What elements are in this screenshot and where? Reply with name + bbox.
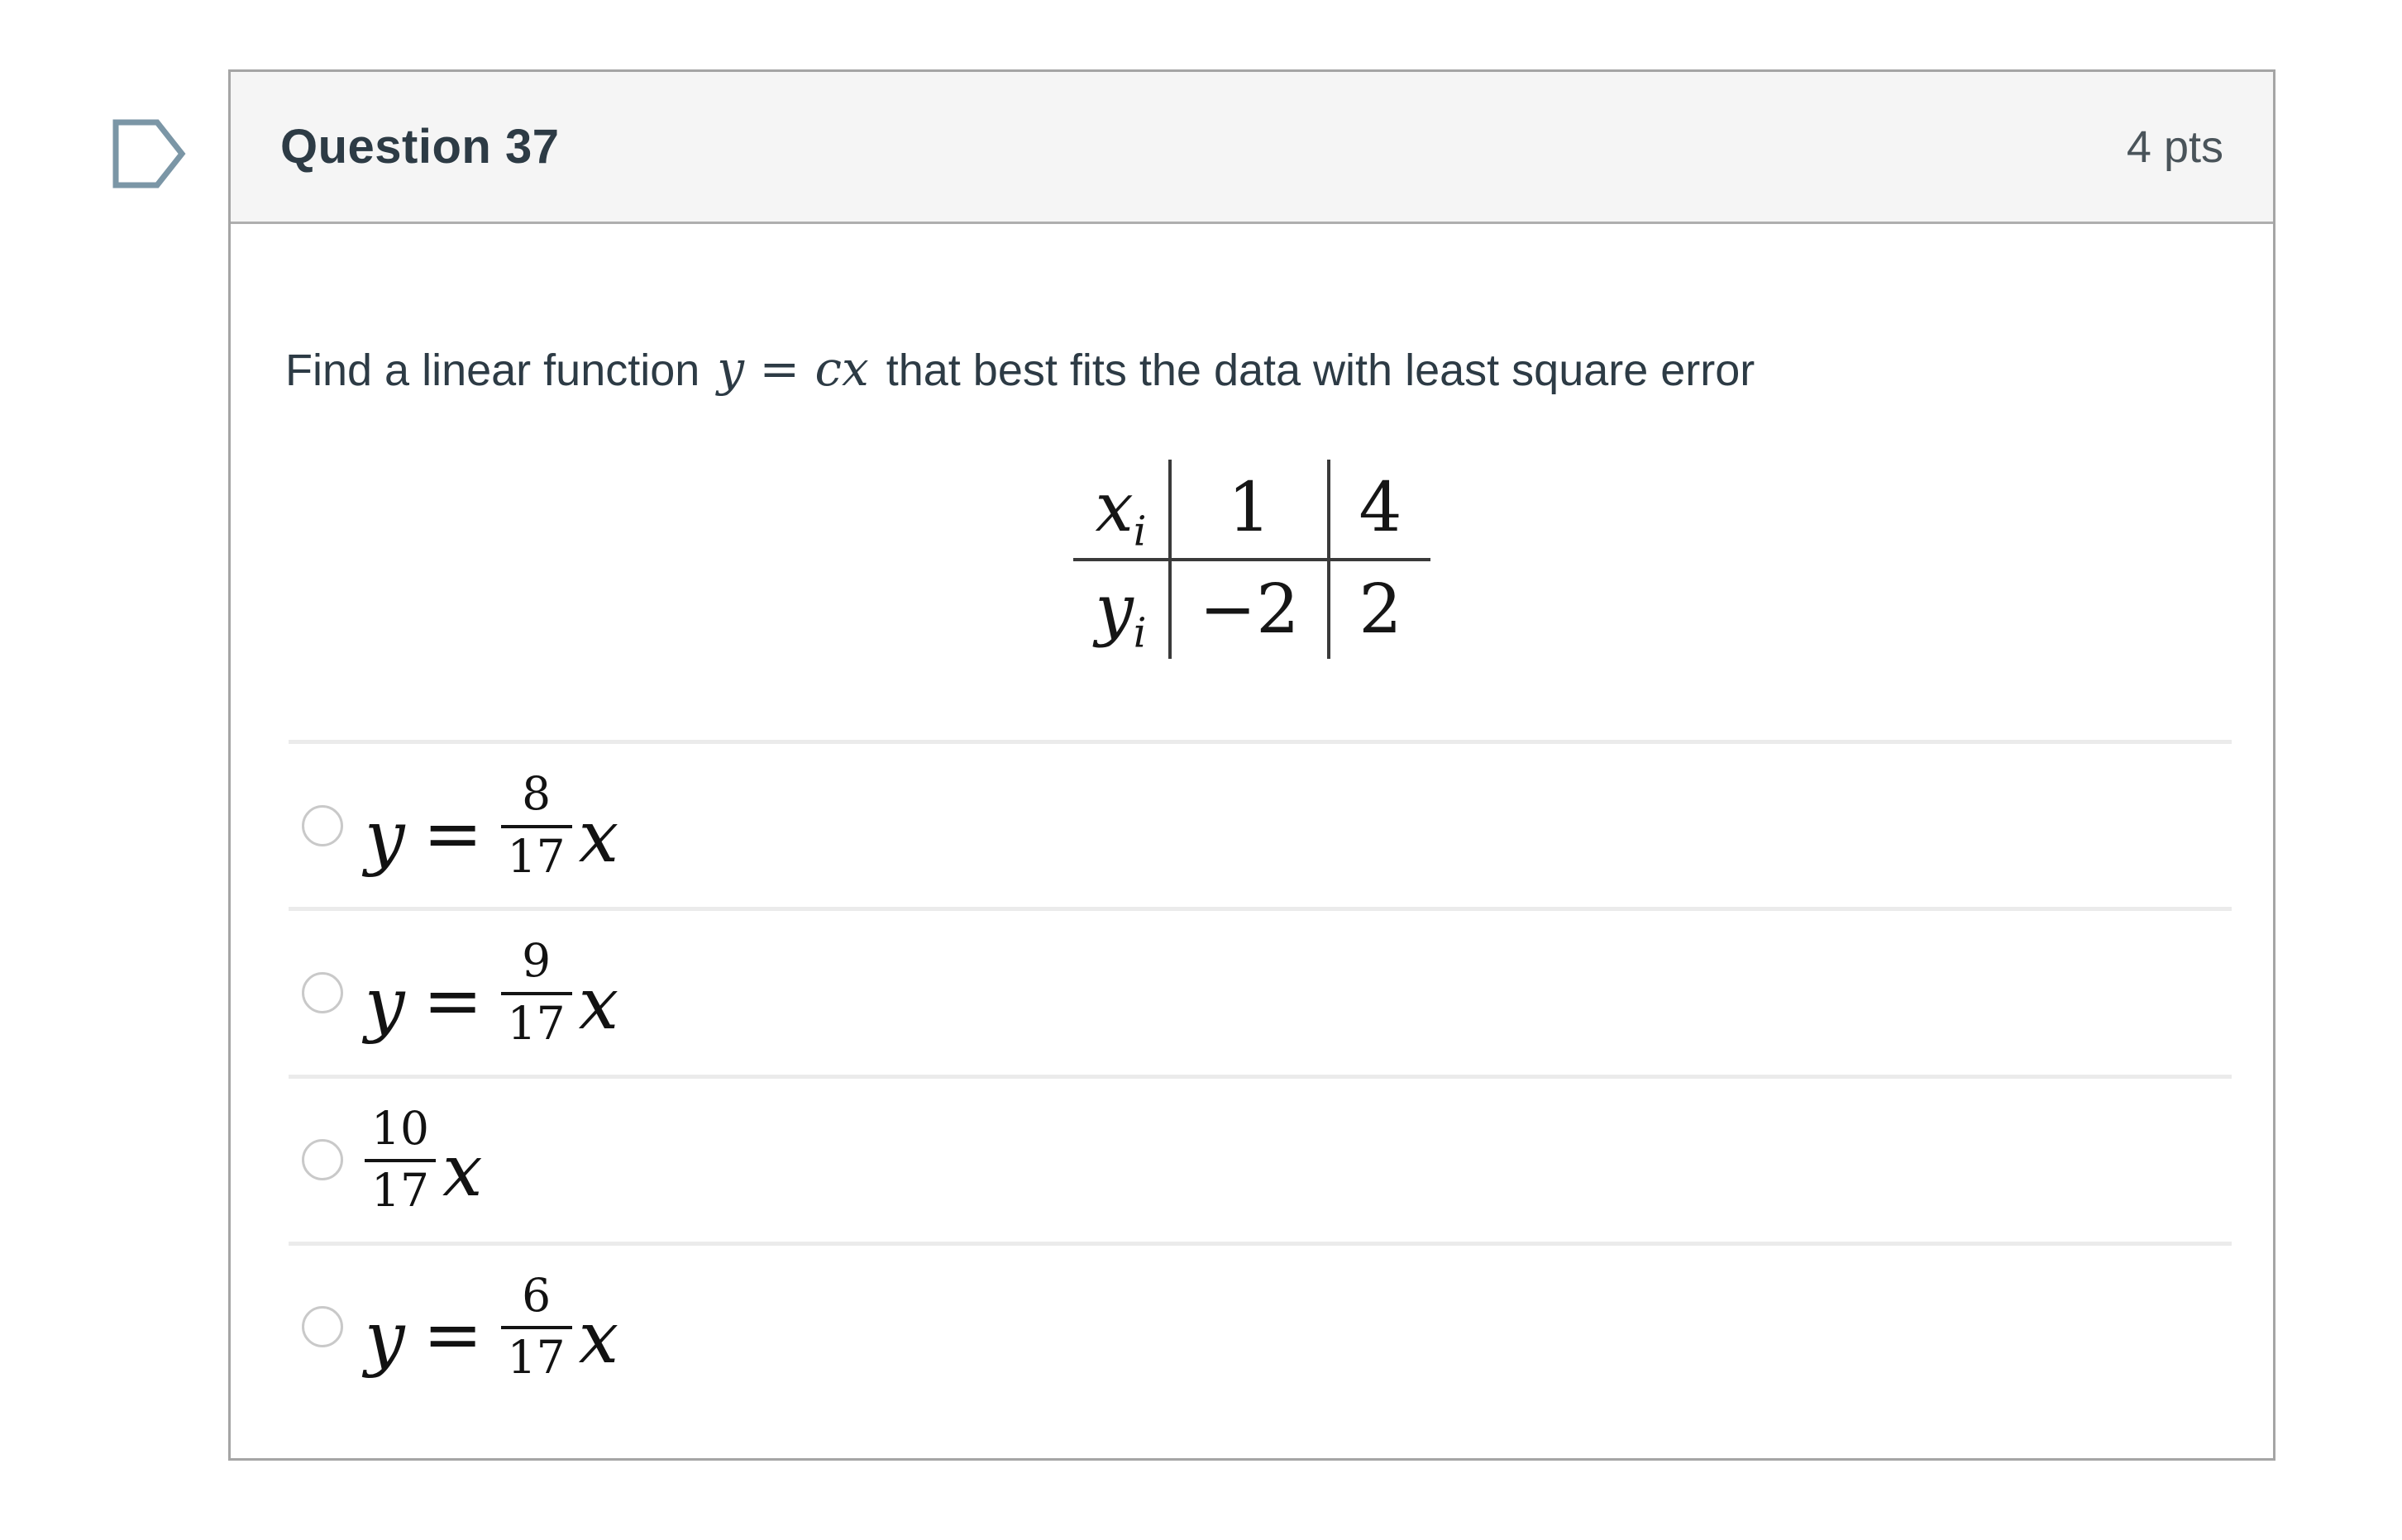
fraction-numerator: 9 (501, 936, 572, 995)
answer-option[interactable] (289, 1242, 2232, 1409)
fraction-denominator: 17 (371, 1164, 429, 1218)
fraction-denominator: 17 (507, 996, 566, 1050)
table-row-x (1073, 460, 1430, 559)
prompt-text-leading: Find a linear function (285, 346, 713, 395)
prompt-text-trailing: that best fits the data with least square error (873, 346, 1755, 395)
row-label-xi: $x_i$ (1073, 460, 1169, 559)
fraction-denominator: 17 (507, 1331, 566, 1385)
math-variable: x (578, 962, 619, 1046)
answer-equation (365, 1268, 619, 1385)
fraction-numerator: 6 (501, 1271, 572, 1330)
math-fraction (501, 936, 572, 1049)
radio-button[interactable] (302, 972, 343, 1013)
table-cell: 4 (1329, 460, 1430, 559)
answer-equation (365, 769, 618, 882)
math-variable: x (578, 1297, 619, 1380)
math-lhs: y (365, 795, 405, 879)
math-variable: x (442, 1130, 483, 1213)
math-equals: = (423, 1294, 483, 1377)
question-title: Question 37 (280, 120, 560, 174)
fraction-numerator: 10 (365, 1104, 436, 1163)
question-prompt (285, 338, 2218, 400)
math-fraction (365, 1101, 436, 1218)
math-equals: = (423, 792, 483, 875)
answer-equation (365, 1101, 483, 1218)
fraction-denominator: 17 (507, 829, 566, 883)
table-cell: 2 (1359, 570, 1402, 649)
math-fraction (501, 1268, 572, 1385)
math-lhs: y (365, 962, 405, 1046)
question-card (228, 69, 2275, 1461)
fraction-numerator: 8 (501, 769, 572, 828)
radio-button[interactable] (302, 1139, 343, 1180)
radio-button[interactable] (302, 1306, 343, 1347)
answer-option[interactable] (289, 907, 2232, 1074)
math-fraction (501, 769, 572, 882)
math-equals: = (423, 959, 483, 1042)
answer-option[interactable] (289, 1075, 2232, 1242)
table-cell: 1 (1170, 460, 1330, 559)
question-points: 4 pts (2126, 122, 2223, 172)
question-header (231, 72, 2273, 224)
answer-option[interactable] (289, 740, 2232, 907)
answer-equation (365, 936, 618, 1049)
prompt-inline-math: y = cx (717, 341, 869, 397)
data-table-wrapper (231, 460, 2273, 659)
flag-question-icon[interactable] (109, 114, 189, 193)
math-variable: x (578, 795, 619, 879)
row-label-yi: $y_i$ (1073, 560, 1169, 659)
table-row-y (1073, 560, 1430, 659)
data-table (1073, 460, 1430, 659)
table-cell: −2 (1170, 560, 1330, 659)
radio-button[interactable] (302, 805, 343, 846)
answer-options (289, 740, 2232, 1409)
question-body (231, 338, 2273, 1409)
math-lhs: y (365, 1297, 405, 1380)
